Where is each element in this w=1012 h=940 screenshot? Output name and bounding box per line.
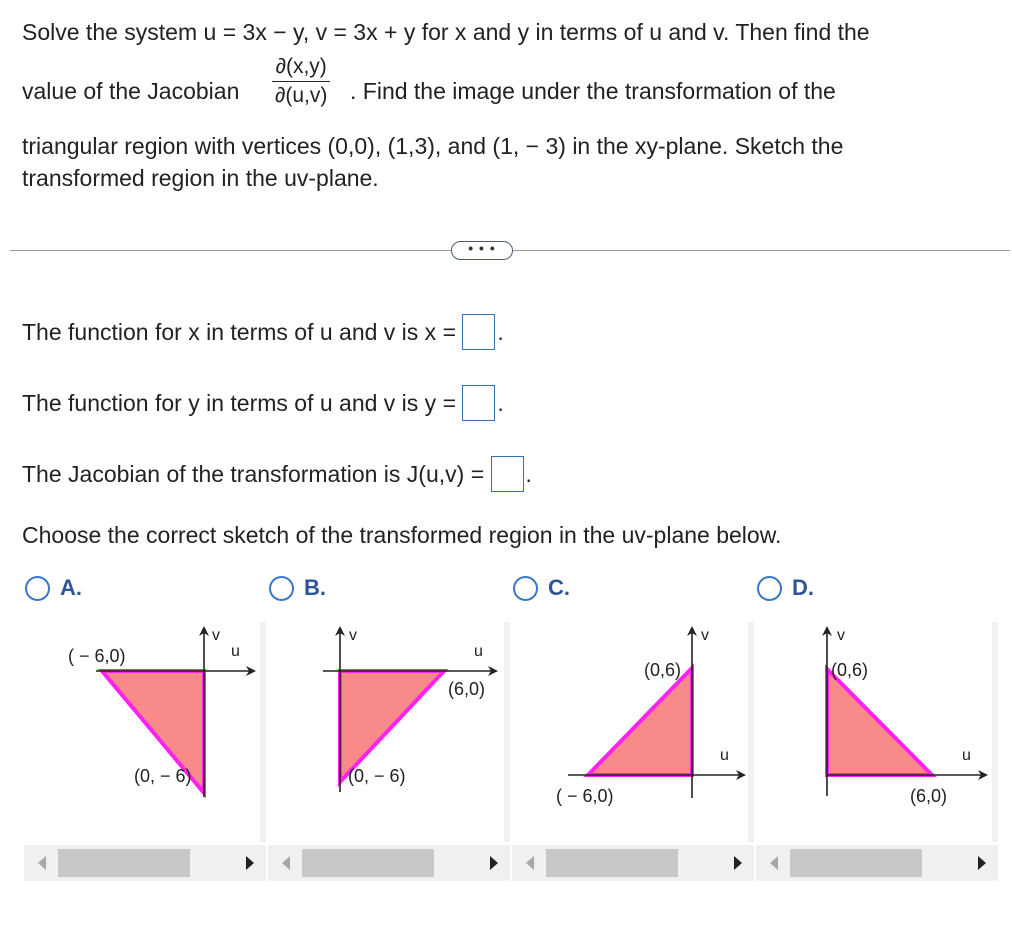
option-b-letter: B. [304, 575, 326, 600]
question-line-2-post: . Find the image under the transformation of the [350, 78, 836, 104]
option-a-letter: A. [60, 575, 82, 600]
scroll-right-icon[interactable] [484, 845, 504, 881]
point-label-1: (0,6) [831, 660, 869, 680]
graph-a-svg [24, 622, 266, 842]
question-line-4: transformed region in the uv-plane. [22, 165, 379, 191]
choose-prompt: Choose the correct sketch of the transformed region in the uv-plane below. [22, 522, 782, 548]
v-axis-label: v [837, 627, 845, 644]
v-axis-label: v [701, 627, 709, 644]
answer-row-x [22, 312, 504, 350]
graph-edge [504, 622, 510, 842]
x-prompt: The function for x in terms of u and v is x = [22, 318, 457, 345]
option-a-radio[interactable] [25, 576, 50, 601]
graph-b[interactable] [268, 622, 510, 842]
scroll-right-icon[interactable] [972, 845, 992, 881]
option-a[interactable] [25, 575, 82, 601]
point-label-2: (6,0) [910, 786, 948, 806]
option-d-radio[interactable] [757, 576, 782, 601]
point-label-2: (0, − 6) [348, 766, 406, 786]
scroll-right-icon[interactable] [240, 845, 260, 881]
question-line-2-pre: value of the Jacobian [22, 78, 240, 104]
u-axis-label: u [962, 747, 971, 764]
graph-a-scrollbar[interactable] [24, 845, 266, 881]
point-label-1: (0,6) [644, 660, 682, 680]
question-line-1: Solve the system u = 3x − y, v = 3x + y for x and y in terms of u and v. Then find the [22, 19, 870, 45]
scroll-thumb[interactable] [790, 849, 922, 877]
jacobian-numerator: ∂(x,y) [275, 55, 327, 78]
u-axis-label: u [720, 747, 729, 764]
point-label-2: (0, − 6) [134, 766, 192, 786]
jacobian-period: . [525, 460, 532, 487]
option-d[interactable] [757, 575, 814, 601]
region-triangle [588, 668, 692, 775]
graph-a[interactable] [24, 622, 266, 842]
fraction-bar [272, 81, 330, 82]
v-axis-label: v [349, 627, 357, 644]
jacobian-prompt: The Jacobian of the transformation is J(u,v) = [22, 460, 485, 487]
answer-row-y [22, 383, 504, 421]
graph-edge [992, 622, 998, 842]
answer-row-jacobian [22, 454, 532, 492]
u-axis-label: u [474, 643, 483, 660]
graph-c-svg [512, 622, 754, 842]
option-b[interactable] [269, 575, 326, 601]
option-d-letter: D. [792, 575, 814, 600]
graph-c[interactable] [512, 622, 754, 842]
v-axis-label: v [212, 627, 220, 644]
point-label-1: (6,0) [448, 679, 486, 699]
option-c[interactable] [513, 575, 570, 601]
scroll-right-icon[interactable] [728, 845, 748, 881]
graph-d-svg [756, 622, 998, 842]
graph-c-scrollbar[interactable] [512, 845, 754, 881]
scroll-left-icon[interactable] [32, 845, 52, 881]
option-c-radio[interactable] [513, 576, 538, 601]
scroll-left-icon[interactable] [520, 845, 540, 881]
graph-d-scrollbar[interactable] [756, 845, 998, 881]
scroll-thumb[interactable] [546, 849, 678, 877]
scroll-left-icon[interactable] [276, 845, 296, 881]
jacobian-denominator: ∂(u,v) [275, 84, 328, 107]
x-answer-input[interactable] [462, 314, 495, 350]
y-period: . [497, 389, 504, 416]
graph-d[interactable] [756, 622, 998, 842]
point-label-1: ( − 6,0) [68, 646, 126, 666]
y-prompt: The function for y in terms of u and v is y = [22, 389, 457, 416]
scroll-left-icon[interactable] [764, 845, 784, 881]
graph-edge [748, 622, 754, 842]
jacobian-answer-input[interactable] [491, 456, 524, 492]
graph-edge [260, 622, 266, 842]
jacobian-fraction [272, 54, 330, 109]
question-line-3: triangular region with vertices (0,0), (1,3), and (1, − 3) in the xy-plane. Sketch the [22, 133, 844, 159]
point-label-2: ( − 6,0) [556, 786, 614, 806]
graph-b-svg [268, 622, 510, 842]
expand-button[interactable]: • • • [451, 241, 513, 260]
option-c-letter: C. [548, 575, 570, 600]
graph-b-scrollbar[interactable] [268, 845, 510, 881]
x-period: . [497, 318, 504, 345]
u-axis-label: u [231, 643, 240, 660]
region-triangle [827, 669, 932, 775]
scroll-thumb[interactable] [302, 849, 434, 877]
scroll-thumb[interactable] [58, 849, 190, 877]
y-answer-input[interactable] [462, 385, 495, 421]
option-b-radio[interactable] [269, 576, 294, 601]
